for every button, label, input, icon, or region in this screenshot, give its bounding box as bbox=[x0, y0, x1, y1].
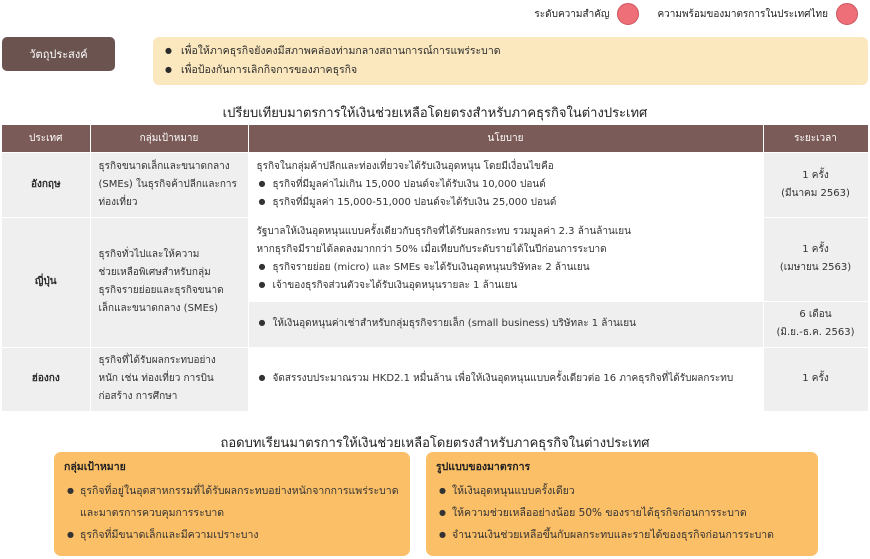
policy-bullet: ● จัดสรรงบประมาณรวม HKD2.1 หมื่นล้าน เพื่อให้เงินอุดหนุนแบบครั้งเดียวต่อ 16 ภาคธุรกิจที่ได้รับผลกระทบ bbox=[257, 370, 755, 388]
target-group-title: กลุ่มเป้าหมาย bbox=[64, 461, 126, 473]
table-header-row bbox=[2, 125, 868, 152]
target-line: ท่องเที่ยว bbox=[98, 196, 138, 208]
policy-cell bbox=[248, 301, 763, 347]
target-line: ธุรกิจที่ได้รับผลกระทบอย่าง bbox=[98, 355, 216, 367]
header-duration: ระยะเวลา bbox=[763, 125, 868, 152]
legend-readiness-label: ความพร้อมของมาตรการในประเทศไทย bbox=[657, 8, 828, 20]
target-line: ธุรกิจทั่วไปและให้ความ bbox=[98, 249, 200, 260]
target-line: หนัก เช่น ท่องเที่ยว การบิน bbox=[98, 373, 214, 385]
country-cell: ฮ่องกง bbox=[2, 347, 90, 411]
country-cell: ญี่ปุ่น bbox=[2, 217, 90, 347]
policy-intro: ธุรกิจในกลุ่มค้าปลีกและท่องเที่ยวจะได้รับเงินอุดหนุน โดยมีเงื่อนไขคือ bbox=[256, 160, 554, 172]
lessons-title: ถอดบทเรียนมาตรการให้เงินช่วยเหลือโดยตรงสำหรับภาคธุรกิจในต่างประเทศ bbox=[220, 436, 650, 451]
list-item: ● จำนวนเงินช่วยเหลือขึ้นกับผลกระทบและรายได้ของธุรกิจก่อนการระบาด bbox=[436, 524, 808, 546]
importance-indicator-icon bbox=[617, 3, 639, 25]
duration-cell bbox=[763, 152, 868, 217]
target-cell bbox=[90, 152, 248, 217]
format-title: รูปแบบของมาตรการ bbox=[436, 461, 531, 473]
policy-bullet: ● ให้เงินอุดหนุนค่าเช่าสำหรับกลุ่มธุรกิจรายเล็ก (small business) บริษัทละ 1 ล้านเยน bbox=[257, 315, 755, 333]
duration-value: 1 ครั้ง bbox=[802, 244, 829, 255]
policy-cell bbox=[248, 152, 763, 217]
country-cell: อังกฤษ bbox=[2, 152, 90, 217]
header-target: กลุ่มเป้าหมาย bbox=[90, 125, 248, 152]
comparison-title: เปรียบเทียบมาตรการให้เงินช่วยเหลือโดยตรงสำหรับภาคธุรกิจในต่างประเทศ bbox=[222, 106, 648, 121]
list-item: ● ธุรกิจที่อยู่ในอุตสาหกรรมที่ได้รับผลกระทบอย่างหนักจากการแพร่ระบาดและมาตรการควบคุมการระบาด bbox=[64, 480, 400, 524]
table-row-hongkong bbox=[2, 347, 868, 411]
duration-value: 1 ครั้ง bbox=[802, 169, 829, 181]
target-line: ก่อสร้าง การศึกษา bbox=[98, 391, 178, 403]
objective-section bbox=[2, 37, 868, 85]
duration-date: (เมษายน 2563) bbox=[779, 262, 852, 273]
target-line: (SMEs) ในธุรกิจค้าปลีกและการ bbox=[98, 178, 237, 190]
duration-value: 6 เดือน bbox=[799, 309, 832, 320]
policy-bullet: ● ธุรกิจที่มีมูลค่า 15,000-51,000 ปอนด์จะได้รับเงิน 25,000 ปอนด์ bbox=[257, 194, 755, 212]
header-country: ประเทศ bbox=[2, 125, 90, 152]
duration-cell bbox=[763, 301, 868, 347]
format-panel bbox=[426, 452, 818, 556]
legend-importance-label: ระดับความสำคัญ bbox=[534, 8, 610, 20]
objective-box bbox=[153, 37, 868, 85]
target-line: เล็กและขนาดกลาง (SMEs) bbox=[98, 303, 218, 314]
target-line: ช่วยเหลือพิเศษสำหรับกลุ่ม bbox=[98, 267, 211, 278]
list-item: ● ให้ความช่วยเหลืออย่างน้อย 50% ของรายได้ธุรกิจก่อนการระบาด bbox=[436, 502, 808, 524]
duration-date: (มิ.ย.-ธ.ค. 2563) bbox=[776, 327, 855, 338]
policy-bullet: ● เจ้าของธุรกิจส่วนตัวจะได้รับเงินอุดหนุนรายละ 1 ล้านเยน bbox=[257, 277, 755, 295]
objective-item: ● เพื่อให้ภาคธุรกิจยังคงมีสภาพคล่องท่ามกลางสถานการณ์การแพร่ระบาด bbox=[165, 42, 868, 61]
target-line: ธุรกิจขนาดเล็กและขนาดกลาง bbox=[98, 160, 230, 172]
objective-item: ● เพื่อป้องกันการเลิกกิจการของภาคธุรกิจ bbox=[165, 61, 868, 80]
duration-cell: 1 ครั้ง bbox=[763, 347, 868, 411]
policy-intro: หากธุรกิจมีรายได้ลดลงมากกว่า 50% เมื่อเทียบกับระดับรายได้ในปีก่อนการระบาด bbox=[256, 244, 607, 255]
header-policy: นโยบาย bbox=[248, 125, 763, 152]
list-item: ● ธุรกิจที่มีขนาดเล็กและมีความเปราะบาง bbox=[64, 524, 400, 546]
policy-cell bbox=[248, 217, 763, 301]
legend bbox=[524, 2, 858, 26]
table-row-uk bbox=[2, 152, 868, 217]
policy-bullet: ● ธุรกิจรายย่อย (micro) และ SMEs จะได้รับเงินอุดหนุนบริษัทละ 2 ล้านเยน bbox=[257, 259, 755, 277]
policy-cell bbox=[248, 347, 763, 411]
list-item: ● ให้เงินอุดหนุนแบบครั้งเดียว bbox=[436, 480, 808, 502]
table-row-japan bbox=[2, 217, 868, 301]
target-cell bbox=[90, 217, 248, 347]
target-group-panel bbox=[54, 452, 410, 556]
target-cell bbox=[90, 347, 248, 411]
policy-bullet: ● ธุรกิจที่มีมูลค่าไม่เกิน 15,000 ปอนด์จะได้รับเงิน 10,000 ปอนด์ bbox=[257, 176, 755, 194]
objective-label: วัตถุประสงค์ bbox=[2, 37, 115, 71]
policy-intro: รัฐบาลให้เงินอุดหนุนแบบครั้งเดียวกับธุรกิจที่ได้รับผลกระทบ รวมมูลค่า 2.3 ล้านล้านเยน bbox=[256, 226, 631, 237]
readiness-indicator-icon bbox=[836, 3, 858, 25]
comparison-table bbox=[2, 125, 869, 411]
target-line: ธุรกิจรายย่อยและธุรกิจขนาด bbox=[98, 285, 224, 296]
duration-cell bbox=[763, 217, 868, 301]
duration-date: (มีนาคม 2563) bbox=[781, 187, 850, 199]
